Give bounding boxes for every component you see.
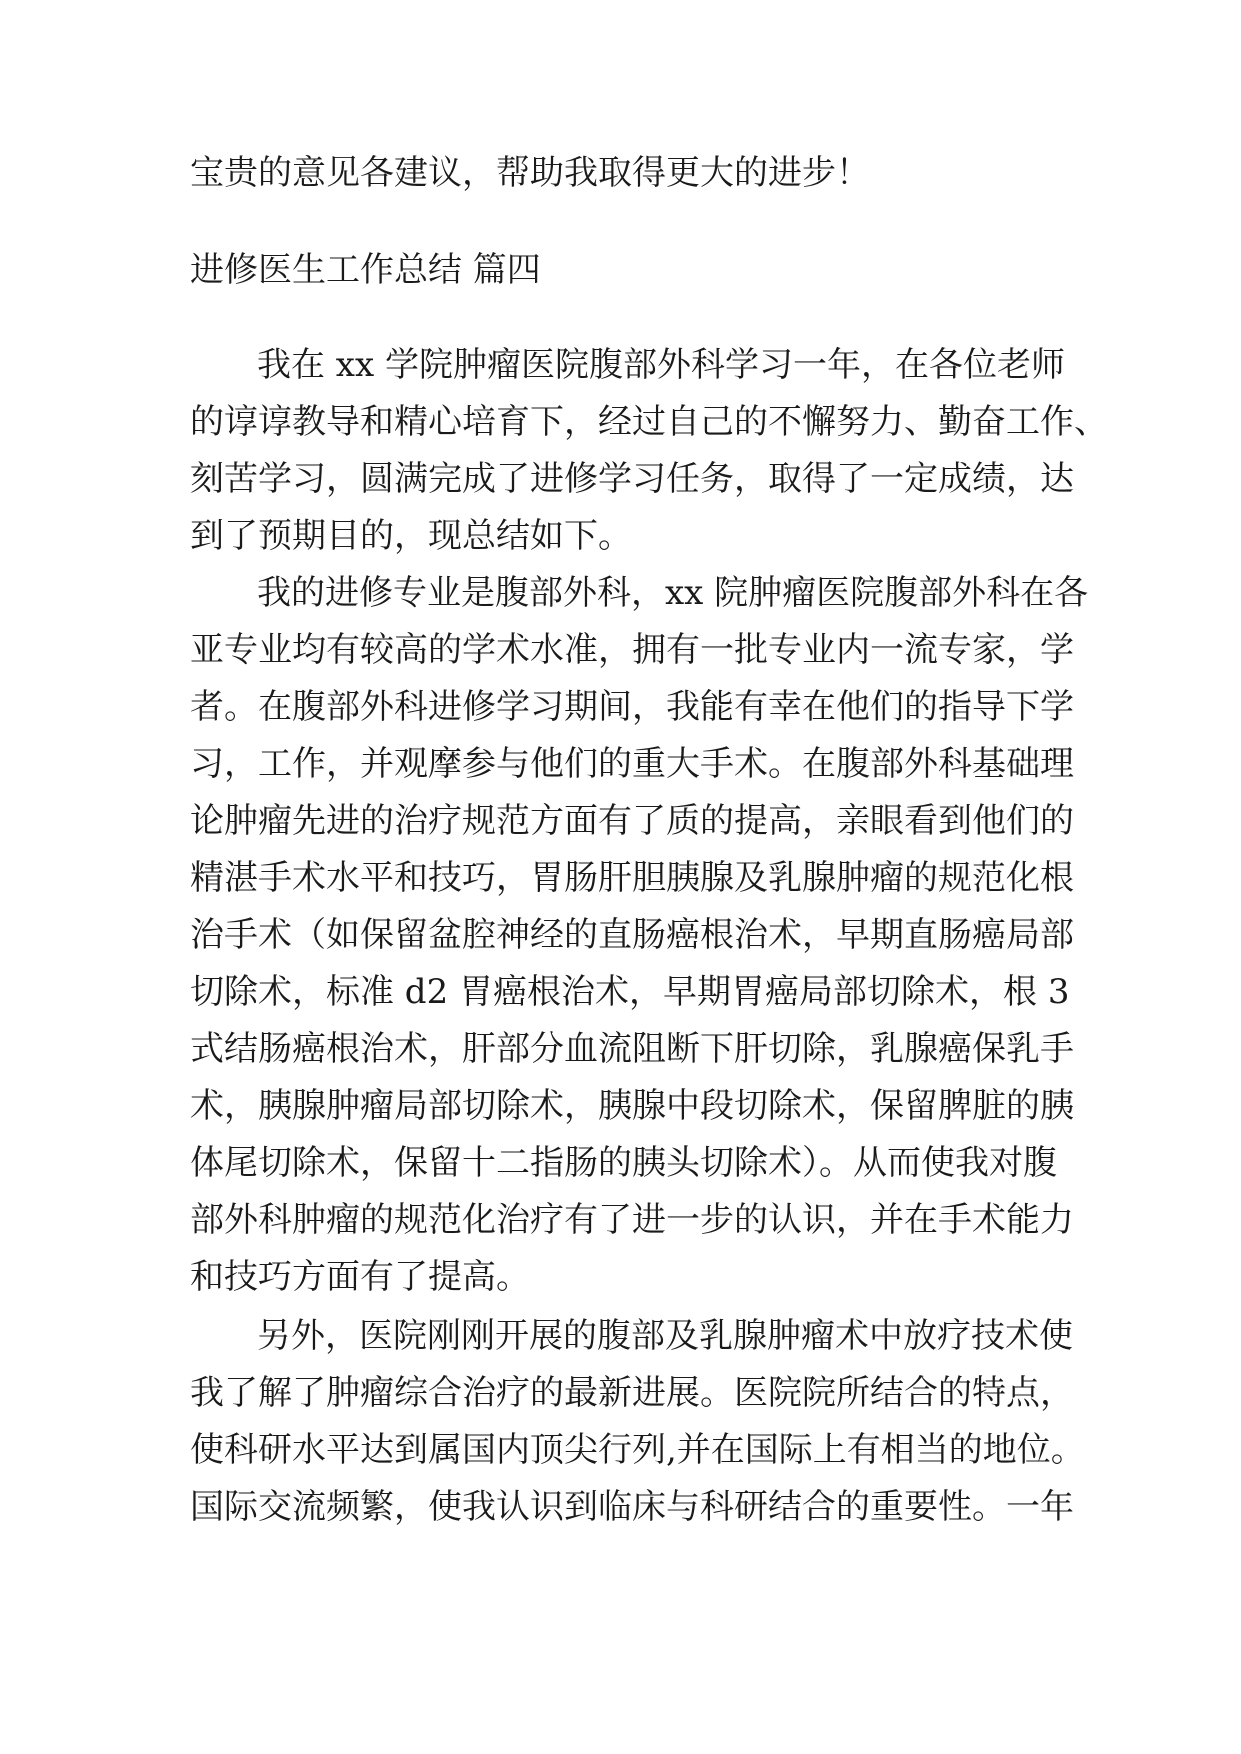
- paragraph-line: 术，胰腺肿瘤局部切除术，胰腺中段切除术，保留脾脏的胰: [190, 1086, 1074, 1126]
- section-title: 进修医生工作总结 篇四: [190, 250, 541, 290]
- paragraph-line: 习，工作，并观摩参与他们的重大手术。在腹部外科基础理: [190, 744, 1074, 784]
- paragraph-line: 治手术（如保留盆腔神经的直肠癌根治术，早期直肠癌局部: [190, 915, 1074, 955]
- paragraph-line: 精湛手术水平和技巧，胃肠肝胆胰腺及乳腺肿瘤的规范化根: [190, 858, 1074, 898]
- paragraph-line: 者。在腹部外科进修学习期间，我能有幸在他们的指导下学: [190, 687, 1074, 727]
- paragraph-line: 到了预期目的，现总结如下。: [190, 516, 632, 556]
- paragraph-line: 切除术，标准 d2 胃癌根治术，早期胃癌局部切除术，根 3: [190, 972, 1070, 1012]
- paragraph-line: 国际交流频繁，使我认识到临床与科研结合的重要性。一年: [190, 1487, 1074, 1527]
- paragraph-line: 部外科肿瘤的规范化治疗有了进一步的认识，并在手术能力: [190, 1200, 1074, 1240]
- paragraph-line: 的谆谆教导和精心培育下，经过自己的不懈努力、勤奋工作、: [190, 402, 1108, 442]
- paragraph-line: 我的进修专业是腹部外科，xx 院肿瘤医院腹部外科在各: [257, 573, 1089, 613]
- paragraph-line: 我在 xx 学院肿瘤医院腹部外科学习一年，在各位老师: [257, 345, 1065, 385]
- paragraph-line: 我了解了肿瘤综合治疗的最新进展。医院院所结合的特点，: [190, 1373, 1074, 1413]
- paragraph-line: 另外，医院刚刚开展的腹部及乳腺肿瘤术中放疗技术使: [257, 1316, 1073, 1356]
- paragraph-line: 论肿瘤先进的治疗规范方面有了质的提高，亲眼看到他们的: [190, 801, 1074, 841]
- paragraph-line: 式结肠癌根治术，肝部分血流阻断下肝切除，乳腺癌保乳手: [190, 1029, 1074, 1069]
- paragraph-line: 体尾切除术，保留十二指肠的胰头切除术）。从而使我对腹: [190, 1143, 1057, 1183]
- paragraph-line: 宝贵的意见各建议，帮助我取得更大的进步！: [190, 153, 870, 193]
- paragraph-line: 和技巧方面有了提高。: [190, 1257, 530, 1297]
- paragraph-line: 使科研水平达到属国内顶尖行列,并在国际上有相当的地位。: [190, 1430, 1085, 1470]
- paragraph-line: 亚专业均有较高的学术水准，拥有一批专业内一流专家，学: [190, 630, 1074, 670]
- paragraph-line: 刻苦学习，圆满完成了进修学习任务，取得了一定成绩，达: [190, 459, 1074, 499]
